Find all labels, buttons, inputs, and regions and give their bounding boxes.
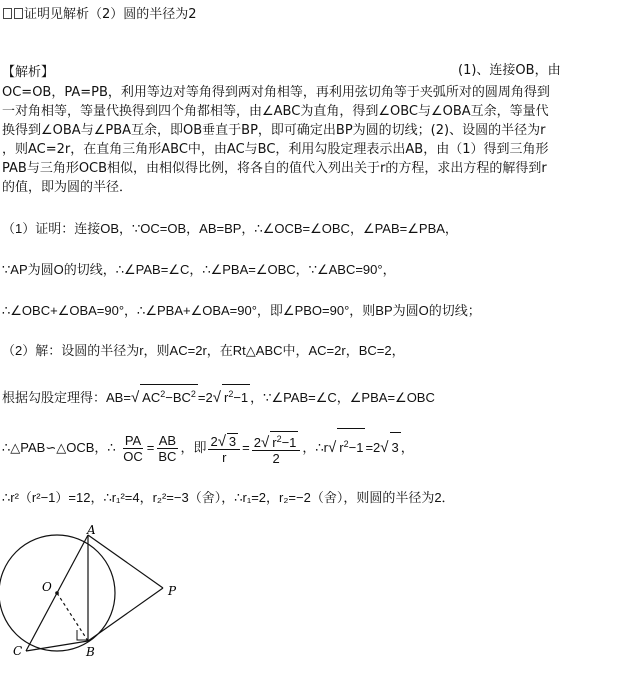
radicand-r: $r^2-1$ xyxy=(222,384,250,407)
garbled-glyph xyxy=(14,8,23,19)
pythagoras-suffix: ，∵∠PAB=∠C，∠PBA=∠OBC xyxy=(250,390,435,405)
analysis-line-5: PAB与三角形OCB相似，由相似得比例，将各自的值代入列出关于r的方程，求出方程的解得到r xyxy=(2,161,547,176)
analysis-heading: 【解析】 xyxy=(2,65,55,80)
solution-part2: （2）解：设圆的半径为r，则AC=2r，在Rt△ABC中，AC=2r，BC=2， xyxy=(2,343,405,358)
segment-ob-dashed xyxy=(57,593,88,641)
radical-sign: √ xyxy=(212,389,221,406)
answer-text: 证明见解析（2）圆的半径为2 xyxy=(24,7,197,22)
pythagoras-line xyxy=(2,384,435,407)
label-o: O xyxy=(42,580,52,594)
label-b: B xyxy=(86,645,95,659)
equals-two: =2 xyxy=(197,390,213,405)
chord-cb xyxy=(26,641,88,651)
similarity-prefix: ∴△PAB∽△OCB，∴ xyxy=(2,440,116,455)
analysis-line-3: 换得到∠OBA与∠PBA互余，即OB垂直于BP，即可确定出BP为圆的切线；(2)、设圆的半径为r xyxy=(2,123,546,138)
fraction-2sqrt3-r: $\frac{2√ 3}{r}$ xyxy=(208,433,240,465)
analysis-step1-tag: (1)、连接OB，由 xyxy=(458,63,561,78)
radicand-r2-1: $r^2-1$ xyxy=(337,428,365,463)
geometry-figure xyxy=(0,525,200,676)
analysis-line-6: 的值，即为圆的半径． xyxy=(2,180,133,195)
label-a: A xyxy=(87,525,96,537)
final-line: ∴r²（r²−1）=12，∴r₁²=4，r₂²=−3（舍），∴r₁=2，r₂=−2（舍），则圆的半径为2． xyxy=(2,490,455,505)
segment-pb xyxy=(88,588,163,641)
label-c: C xyxy=(13,644,23,658)
answer-line xyxy=(2,6,197,24)
solution-line-3: ∴∠OBC+∠OBA=90°，∴∠PBA+∠OBA=90°，即∠PBO=90°，则BP为圆O的切线； xyxy=(2,303,481,318)
center-point xyxy=(55,591,59,595)
radicand-ab: $AC^2-BC^2$ xyxy=(140,384,198,407)
fraction-ab-bc: $\frac{AB}{BC}$ xyxy=(158,433,177,465)
similarity-line: ∴△PAB∽△OCB，∴ $\frac{PA}{OC}$ = $\frac{AB}{BC}$ ，即 $\frac{2√ 3}{r}$ = $\frac{2√ r^2-1}{2}$ ，∴r√ $r^2-1 =2√$ 3 ， xyxy=(2,428,414,466)
fraction-pa-oc: $\frac{PA}{OC}$ xyxy=(123,433,143,465)
garbled-glyph xyxy=(3,8,12,19)
analysis-line-1: OC=OB，PA=PB，利用等边对等角得到两对角相等，再利用弦切角等于夹弧所对的圆周角得到 xyxy=(2,85,550,100)
fraction-2sqrt-r2-1-over-2: $\frac{2√ r^2-1}{2}$ xyxy=(252,431,301,466)
analysis-line-2: 一对角相等，等量代换得到四个角都相等，由∠ABC为直角，得到∠OBC与∠OBA互余，等量代 xyxy=(2,104,549,119)
solution-line-2: ∵AP为圆O的切线，∴∠PAB=∠C，∴∠PBA=∠OBC，∵∠ABC=90°， xyxy=(2,262,396,277)
analysis-line-4: ，则AC=2r，在直角三角形ABC中，由AC与BC，利用勾股定理表示出AB，由（1）得到三角形 xyxy=(2,142,549,157)
solution-part1: （1）证明：连接OB，∵OC=OB，AB=BP，∴∠OCB=∠OBC，∠PAB=∠PBA， xyxy=(2,221,458,236)
pythagoras-prefix: 根据勾股定理得：AB= xyxy=(2,390,131,405)
radical-sign: √ xyxy=(130,389,140,406)
tangent-ap xyxy=(88,535,163,588)
label-p: P xyxy=(168,584,177,598)
